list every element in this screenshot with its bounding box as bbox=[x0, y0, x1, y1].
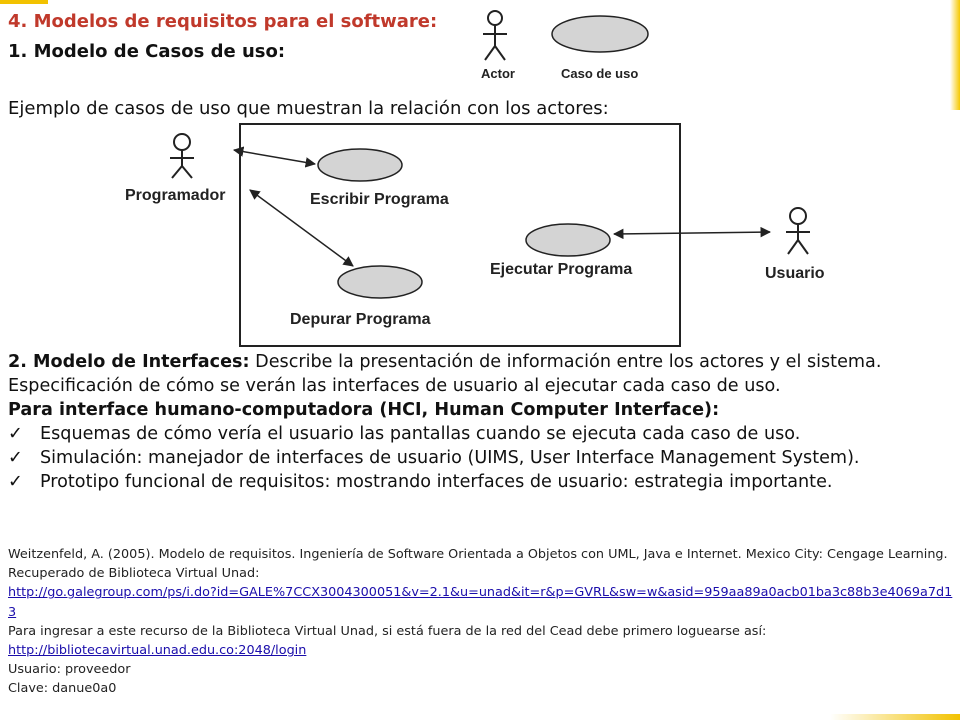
clave-credential: Clave: danue0a0 bbox=[8, 681, 117, 697]
section-title: 4. Modelos de requisitos para el software: bbox=[8, 11, 438, 32]
usecase-escribir-label: Escribir Programa bbox=[310, 191, 449, 208]
usecase-ejecutar-label: Ejecutar Programa bbox=[490, 261, 633, 278]
interfaces-heading-bold: 2. Modelo de Interfaces: bbox=[8, 352, 250, 372]
uml-legend bbox=[465, 4, 695, 90]
assoc-ejecutar-usuario bbox=[614, 232, 770, 234]
accent-edge-right bbox=[950, 0, 960, 110]
hci-line: Para interface humano-computadora (HCI, Human Computer Interface): bbox=[8, 400, 720, 420]
actor-usuario-label: Usuario bbox=[765, 265, 825, 282]
actor-icon bbox=[483, 11, 507, 60]
accent-corner-bottom-right bbox=[830, 714, 960, 720]
legend-actor-label: Actor bbox=[481, 66, 515, 81]
bullet-text: Esquemas de cómo vería el usuario las pantallas cuando se ejecuta cada caso de uso. bbox=[40, 424, 801, 444]
bullet-text: Simulación: manejador de interfaces de usuario (UIMS, User Interface Management System). bbox=[40, 448, 860, 468]
intro-text: Ejemplo de casos de uso que muestran la relación con los actores: bbox=[8, 98, 609, 119]
legend-usecase-label: Caso de uso bbox=[561, 66, 639, 81]
usecase-ellipse-icon bbox=[552, 16, 648, 52]
bullet-item bbox=[8, 470, 956, 494]
subtitle: 1. Modelo de Casos de uso: bbox=[8, 41, 286, 62]
interfaces-spec-line: Especificación de cómo se verán las interfaces de usuario al ejecutar cada caso de uso. bbox=[8, 376, 781, 396]
bullet-item bbox=[8, 422, 956, 446]
access-note: Para ingresar a este recurso de la Biblioteca Virtual Unad, si está fuera de la red del Cead debe primero loguearse así: bbox=[8, 623, 767, 639]
use-case-diagram bbox=[110, 120, 845, 350]
usuario-actor-icon bbox=[786, 208, 810, 254]
programador-actor-icon bbox=[170, 134, 194, 178]
reference-block bbox=[8, 545, 953, 699]
checkmark-icon: ✓ bbox=[8, 472, 23, 492]
usecase-depurar-label: Depurar Programa bbox=[290, 311, 431, 328]
usecase-depurar bbox=[338, 266, 422, 298]
actor-programador-label: Programador bbox=[125, 187, 226, 204]
usecase-ejecutar bbox=[526, 224, 610, 256]
usecase-escribir bbox=[318, 149, 402, 181]
gale-link[interactable]: http://go.galegroup.com/ps/i.do?id=GALE%7CCX3004300051&v=2.1&u=unad&it=r&p=GVRL&sw=w&asid=959aa89a0acb01ba3c88b3e4069a7d13 bbox=[8, 585, 953, 620]
interfaces-heading bbox=[8, 350, 956, 374]
citation-text: Weitzenfeld, A. (2005). Modelo de requisitos. Ingeniería de Software Orientada a Objetos con UML, Java e Internet. Mexico City: Cengage Learning. Recuperado de Biblioteca Virtual Unad: bbox=[8, 547, 948, 582]
checkmark-icon: ✓ bbox=[8, 424, 23, 444]
assoc-programador-escribir bbox=[234, 150, 315, 164]
interfaces-heading-rest: Describe la presentación de información entre los actores y el sistema. bbox=[249, 352, 882, 372]
interfaces-section bbox=[8, 350, 956, 494]
login-link[interactable]: http://bibliotecavirtual.unad.edu.co:2048/login bbox=[8, 643, 307, 659]
bullet-text: Prototipo funcional de requisitos: mostrando interfaces de usuario: estrategia importante. bbox=[40, 472, 833, 492]
usuario-credential: Usuario: proveedor bbox=[8, 662, 131, 678]
bullet-item bbox=[8, 446, 956, 470]
checkmark-icon: ✓ bbox=[8, 448, 23, 468]
accent-corner-top-left bbox=[0, 0, 48, 4]
